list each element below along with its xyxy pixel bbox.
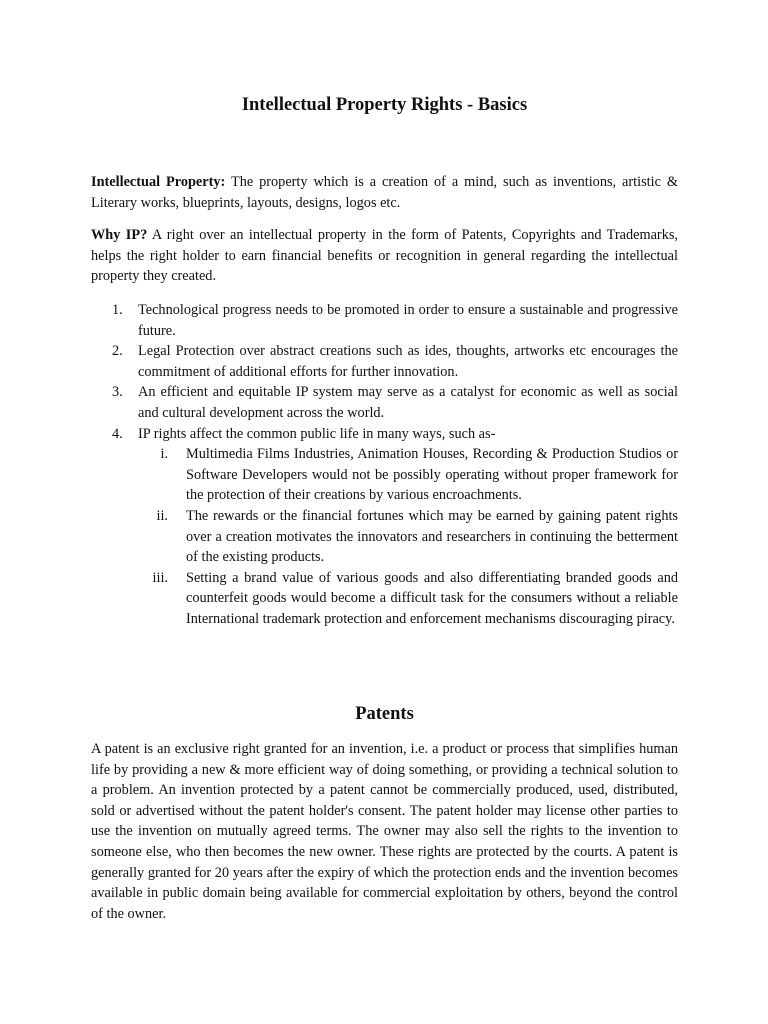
ip-definition-paragraph [91,172,678,213]
patents-paragraph: A patent is an exclusive right granted for an invention, i.e. a product or process that simplifies human life by providing a new & more efficient way of doing something, or providing a technical solution to a problem. An invention protected by a patent cannot be commercially produced, used, distributed, sold or advertised without the patent holder's consent. The patent holder may license other parties to use the invention on mutually agreed terms. The owner may also sell the rights to the invention to someone else, who then becomes the new owner. These rights are protected by the courts. A patent is generally granted for 20 years after the expiry of which the protection ends and the invention becomes available in public domain being available for commercial exploitation by others, beyond the control of the owner. [91,741,678,922]
list-item-text: Technological progress needs to be promoted in order to ensure a sustainable and progressive future. [138,302,678,339]
list-item-number: 4. [112,425,123,442]
sub-list-item-number: ii. [156,507,168,524]
ip-definition-text: The property which is a creation of a mind, such as inventions, artistic & Literary works, blueprints, layouts, designs, logos etc. [91,174,678,211]
sub-list-item-text: Multimedia Films Industries, Animation Houses, Recording & Production Studios or Software Developers would not be possibly operating without proper framework for the protection of their creations by various encroachments. [186,446,678,504]
why-ip-label: Why IP? [91,227,148,243]
reasons-list [91,300,678,630]
list-item [91,341,678,382]
why-ip-paragraph [91,225,678,287]
sub-list-item [138,568,678,630]
list-item-text: Legal Protection over abstract creations such as ides, thoughts, artworks etc encourages the commitment of additional efforts for further innovation. [138,343,678,380]
list-item-text: An efficient and equitable IP system may serve as a catalyst for economic as well as social and cultural development across the world. [138,384,678,421]
list-item [91,300,678,341]
sub-reasons-list [138,444,678,629]
page-title: Intellectual Property Rights - Basics [241,95,528,115]
sub-list-item-text: The rewards or the financial fortunes which may be earned by gaining patent rights over a creation motivates the innovators and researchers in continuing the betterment of the existing products. [186,507,678,566]
ip-definition-label: Intellectual Property: [91,174,226,190]
sub-list-item-number: iii. [152,569,168,586]
list-item-number: 3. [112,384,123,401]
sub-list-item-number: i. [160,446,168,463]
list-item-number: 1. [112,302,123,318]
list-item-number: 2. [112,343,123,360]
list-item [91,382,678,423]
sub-list-item [138,444,678,506]
why-ip-text: A right over an intellectual property in the form of Patents, Copyrights and Trademarks, helps the right holder to earn financial benefits or recognition in general regarding the intellectual property they created. [91,227,678,285]
patents-heading: Patents [355,704,414,724]
list-item-text: IP rights affect the common public life in many ways, such as- [138,425,496,442]
sub-list-item-text: Setting a brand value of various goods and also differentiating branded goods and counterfeit goods would become a difficult task for the consumers without a reliable International trademark protection and enforcement mechanisms discouraging piracy. [186,569,678,627]
list-item [91,424,678,630]
sub-list-item [138,506,678,568]
